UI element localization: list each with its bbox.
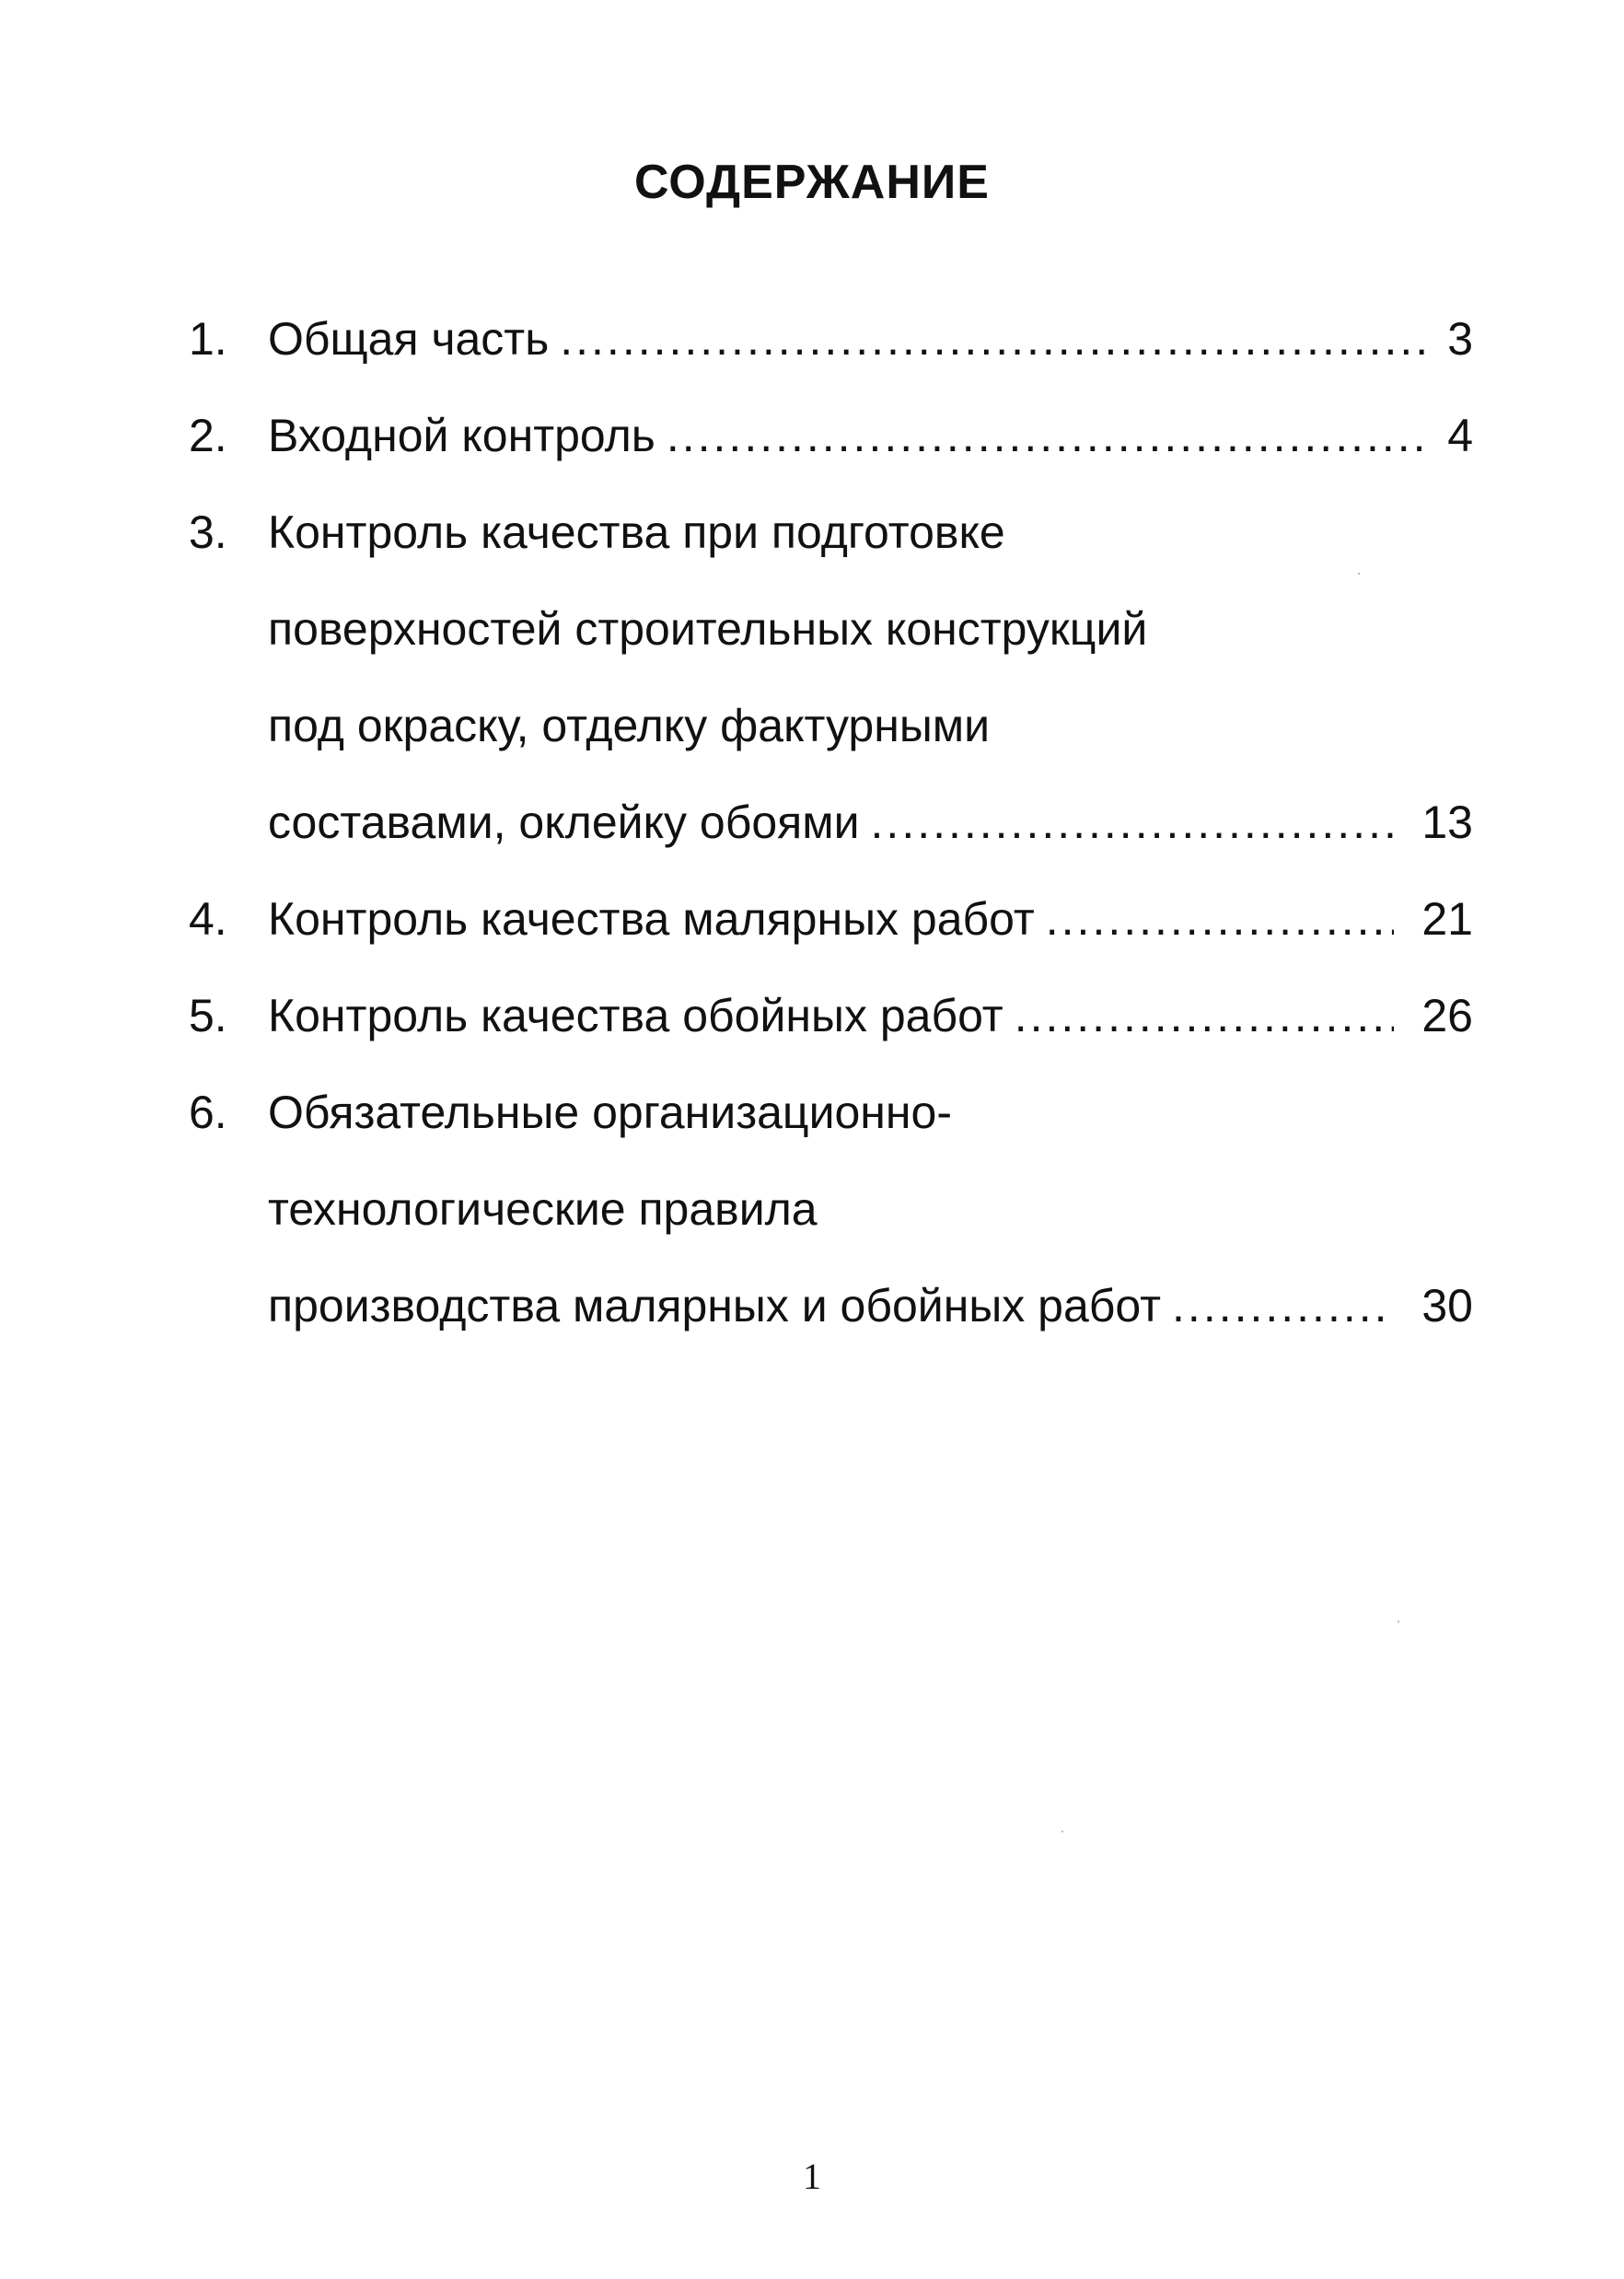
toc-entry-6 [189, 1064, 1473, 1160]
toc-leader-dots [1046, 891, 1395, 947]
toc-leader-dots [560, 311, 1425, 366]
toc-entry-number: 6. [189, 1086, 227, 1138]
toc-entry-text [268, 1085, 1473, 1140]
toc-entry-3-continued [189, 677, 1473, 773]
scan-speck [1358, 573, 1360, 575]
toc-entry-text [268, 1181, 1473, 1237]
toc-entry-text [268, 891, 1473, 947]
toc-entry-number: 4. [189, 892, 227, 945]
toc-entry-text [268, 408, 1473, 463]
toc-entry-title-line: технологические правила [268, 1182, 818, 1235]
toc-entry-title-line: Контроль качества при подготовке [268, 506, 1005, 558]
toc-entry-number: 2. [189, 409, 227, 461]
toc-entry-number: 5. [189, 989, 227, 1041]
toc-entry-page: 30 [1421, 1279, 1473, 1331]
toc-leader-dots [667, 408, 1425, 463]
toc-entry-3 [189, 483, 1473, 580]
toc-entry-title-line: под окраску, отделку фактурными [268, 699, 991, 751]
toc-entry-page: 4 [1447, 409, 1473, 461]
toc-entry-title-line: производства малярных и обойных работ [268, 1279, 1162, 1331]
page-title: СОДЕРЖАНИЕ [634, 156, 990, 209]
toc-entry-text [268, 698, 1473, 753]
toc-entry-title: Общая часть [268, 312, 550, 365]
toc-entry-text [268, 795, 1473, 850]
toc-leader-dots [871, 795, 1395, 850]
toc-leader-dots [1172, 1278, 1394, 1333]
toc-entry-text [268, 311, 1473, 366]
toc-entry-4 [189, 870, 1473, 967]
toc-entry-title: Контроль качества обойных работ [268, 989, 1003, 1041]
toc-entry-text [268, 988, 1473, 1043]
toc-entry-title-line: поверхностей строительных конструкций [268, 602, 1148, 655]
toc-entry-3-continued [189, 580, 1473, 677]
toc-entry-text [268, 505, 1473, 560]
toc-entry-6-continued [189, 1160, 1473, 1257]
toc-entry-page: 13 [1421, 796, 1473, 848]
toc-entry-title: Контроль качества малярных работ [268, 892, 1035, 945]
toc-entry-text [268, 1278, 1473, 1333]
toc-leader-dots [1015, 988, 1395, 1043]
toc-entry-text [268, 601, 1473, 657]
toc-entry-1 [189, 290, 1473, 387]
toc-entry-number: 3. [189, 506, 227, 558]
scan-speck [1398, 1621, 1399, 1622]
toc-entry-5 [189, 967, 1473, 1064]
toc-entry-title-line: составами, оклейку обоями [268, 796, 860, 848]
toc-entry-page: 3 [1447, 312, 1473, 365]
toc-entry-3-continued [189, 773, 1473, 870]
toc-entry-page: 26 [1421, 989, 1473, 1041]
toc-entry-6-continued [189, 1257, 1473, 1354]
toc-entry-title-line: Обязательные организационно- [268, 1086, 952, 1138]
toc-entry-number: 1. [189, 312, 227, 365]
toc-entry-page: 21 [1421, 892, 1473, 945]
page-number: 1 [803, 2156, 821, 2197]
toc-entry-title: Входной контроль [268, 409, 655, 461]
scan-speck [1061, 1831, 1063, 1832]
toc-entry-2 [189, 387, 1473, 483]
table-of-contents [189, 290, 1473, 1354]
